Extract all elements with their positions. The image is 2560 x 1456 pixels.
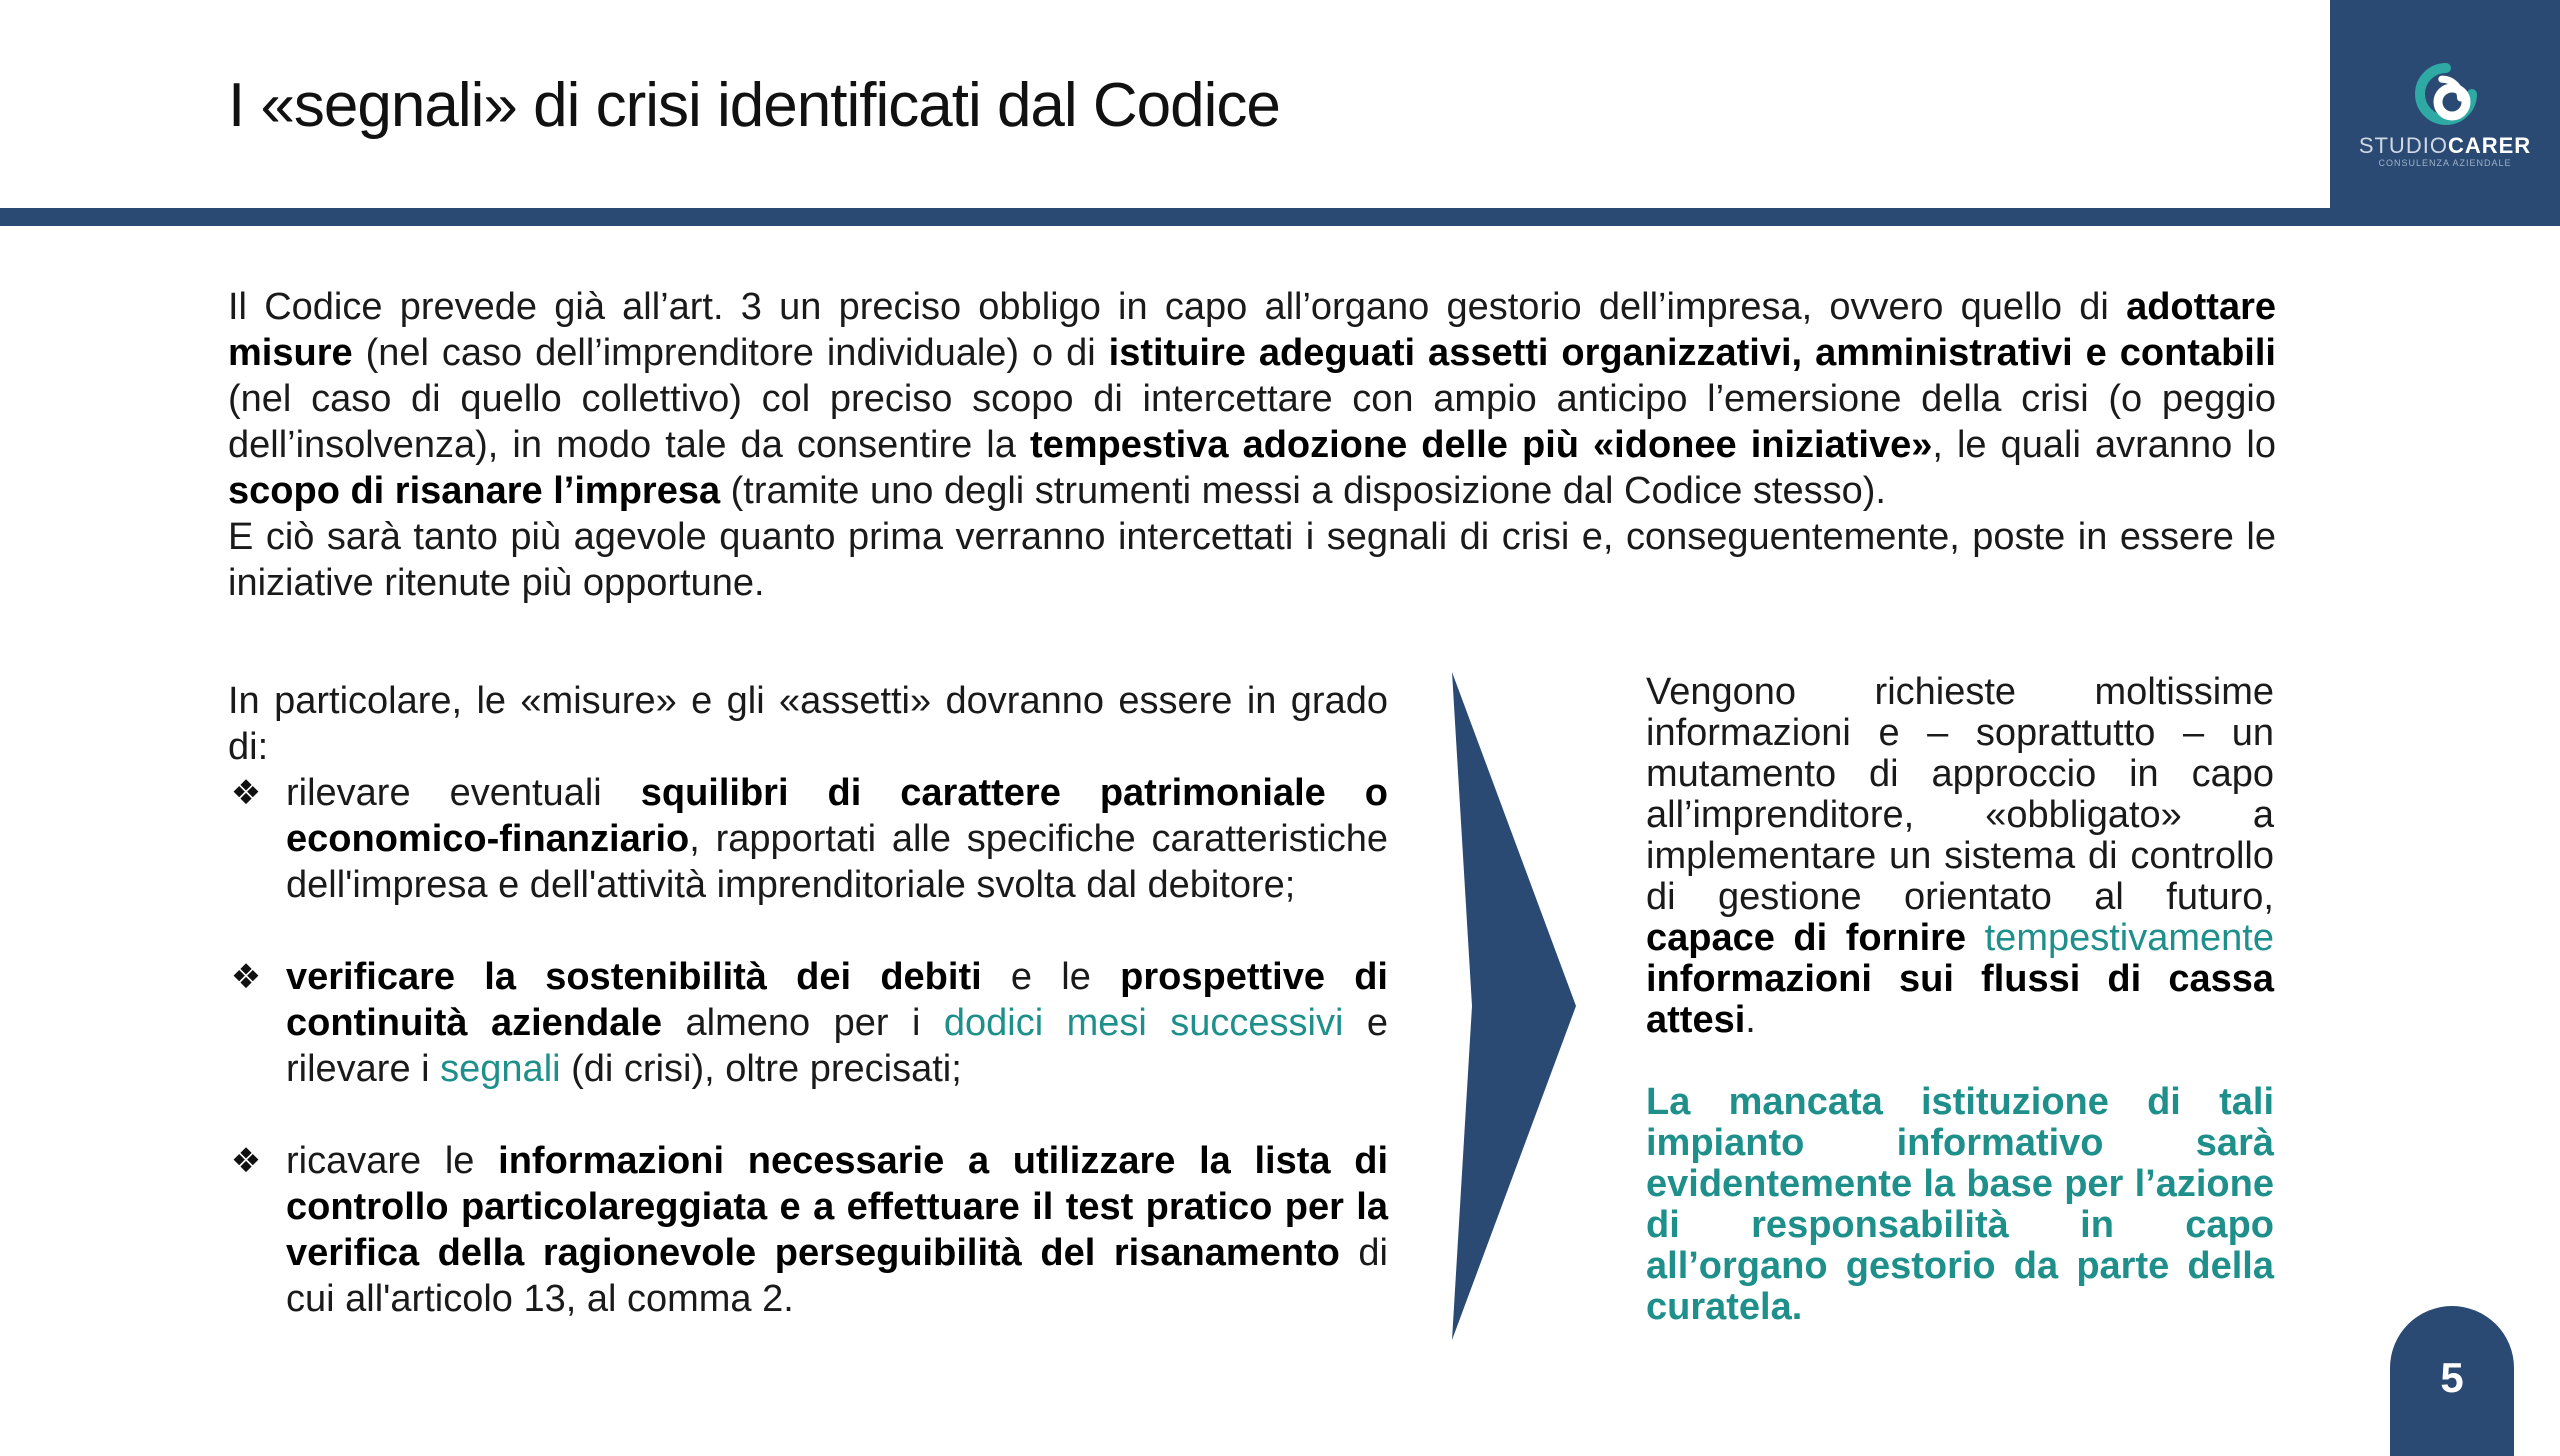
list-bold-run: verificare la sostenibilità dei debiti: [286, 956, 982, 998]
list-text-run: almeno per i: [662, 1002, 944, 1044]
conclusion-closing: La mancata istituzione di tali impianto informativo sarà evidentemente la base per l’azione di responsabilità in capo all’organo gestorio da parte della curatela.: [1646, 1081, 2274, 1328]
intro-text-run: Il Codice prevede già all’art. 3 un preciso obbligo in capo all’organo gestorio dell’impresa, ovvero quello di: [228, 286, 2127, 328]
slide-title: I «segnali» di crisi identificati dal Codice: [228, 71, 1280, 140]
list-text-run: e rilevare i: [286, 1002, 1388, 1090]
list-teal-run: segnali: [440, 1048, 561, 1090]
list-item: [228, 770, 1388, 908]
studio-carer-logo-icon: [2410, 58, 2482, 130]
intro-text-run: (nel caso di quello collettivo) col preciso scopo di intercettare con ampio anticipo l’emersione della crisi (o peggio dell’insolvenza), in modo tale da consentire la: [228, 378, 2276, 466]
intro-text-run: (nel caso dell’imprenditore individuale) o di: [352, 332, 1109, 374]
list-text-run: (di crisi), oltre precisati;: [560, 1048, 962, 1090]
list-teal-run: dodici mesi successivi: [943, 1002, 1344, 1044]
intro-text-run: (tramite uno degli strumenti messi a disposizione dal Codice stesso).: [720, 470, 1886, 512]
logo-wordmark: [2330, 133, 2560, 159]
intro-paragraph-2: E ciò sarà tanto più agevole quanto prima verranno intercettati i segnali di crisi e, conseguentemente, poste in essere le iniziative ritenute più opportune.: [228, 516, 2276, 604]
list-item: [228, 954, 1388, 1092]
list-text-run: di cui all'articolo 13, al comma 2.: [286, 1232, 1388, 1320]
page-number-badge: 5: [2390, 1306, 2514, 1456]
intro-bold-run: tempestiva adozione delle più «idonee iniziative»: [1029, 424, 1933, 466]
intro-text-run: , le quali avranno lo: [1932, 424, 2276, 466]
logo-word-light: STUDIO: [2358, 133, 2448, 158]
logo-word-bold: CARER: [2447, 133, 2532, 158]
list-text-run: rilevare eventuali: [286, 772, 641, 814]
four-diamond-bullet-icon: ❖: [230, 958, 262, 996]
intro-paragraph-1: [228, 284, 2276, 514]
header-rule: [0, 208, 2330, 226]
intro-bold-run: adottare misure: [228, 286, 2276, 374]
conclusion-bold-run: informazioni sui flussi di cassa attesi: [1646, 958, 2274, 1041]
list-text-run: , rapportati alle specifiche caratteristiche dell'impresa e dell'attività imprenditoriale svolta dal debitore;: [286, 818, 1388, 906]
intro-bold-run: scopo di risanare l’impresa: [228, 470, 721, 512]
list-text-run: ricavare le: [286, 1140, 499, 1182]
conclusion-teal-run: tempestivamente: [1984, 917, 2274, 959]
four-diamond-bullet-icon: ❖: [230, 774, 262, 812]
list-bold-run: informazioni necessarie a utilizzare la lista di controllo particolareggiata e a effettuare il test pratico per la verifica della ragionevole perseguibilità del risanamento: [286, 1140, 1389, 1274]
chevron-right-icon: [1452, 672, 1576, 1340]
intro-bold-run: istituire adeguati assetti organizzativi, amministrativi e contabili: [1108, 332, 2276, 374]
requirements-list: [228, 770, 1388, 1322]
intro-text: [228, 284, 2276, 606]
list-text-run: e le: [981, 956, 1121, 998]
logo-tagline: CONSULENZA AZIENDALE: [2378, 158, 2512, 168]
requirements-column: [228, 678, 1388, 1322]
logo-panel: [2330, 0, 2560, 226]
conclusion-text-run: Vengono richieste moltissime informazioni e – soprattutto – un mutamento di approccio in capo all’imprenditore, «obbligato» a implementare un sistema di controllo di gestione orientato al futuro,: [1646, 671, 2274, 918]
list-bold-run: squilibri di carattere patrimoniale o economico-finanziario: [286, 772, 1388, 860]
requirements-lead: In particolare, le «misure» e gli «assetti» dovranno essere in grado di:: [228, 680, 1388, 768]
conclusion-bold-run: capace di fornire: [1646, 917, 1967, 959]
conclusion-column: [1646, 672, 2274, 1328]
conclusion-paragraph: [1646, 672, 2274, 1041]
list-bold-run: prospettive di continuità aziendale: [286, 956, 1388, 1044]
four-diamond-bullet-icon: ❖: [230, 1142, 262, 1180]
list-item: [228, 1138, 1388, 1322]
conclusion-text-run: .: [1745, 999, 1756, 1041]
